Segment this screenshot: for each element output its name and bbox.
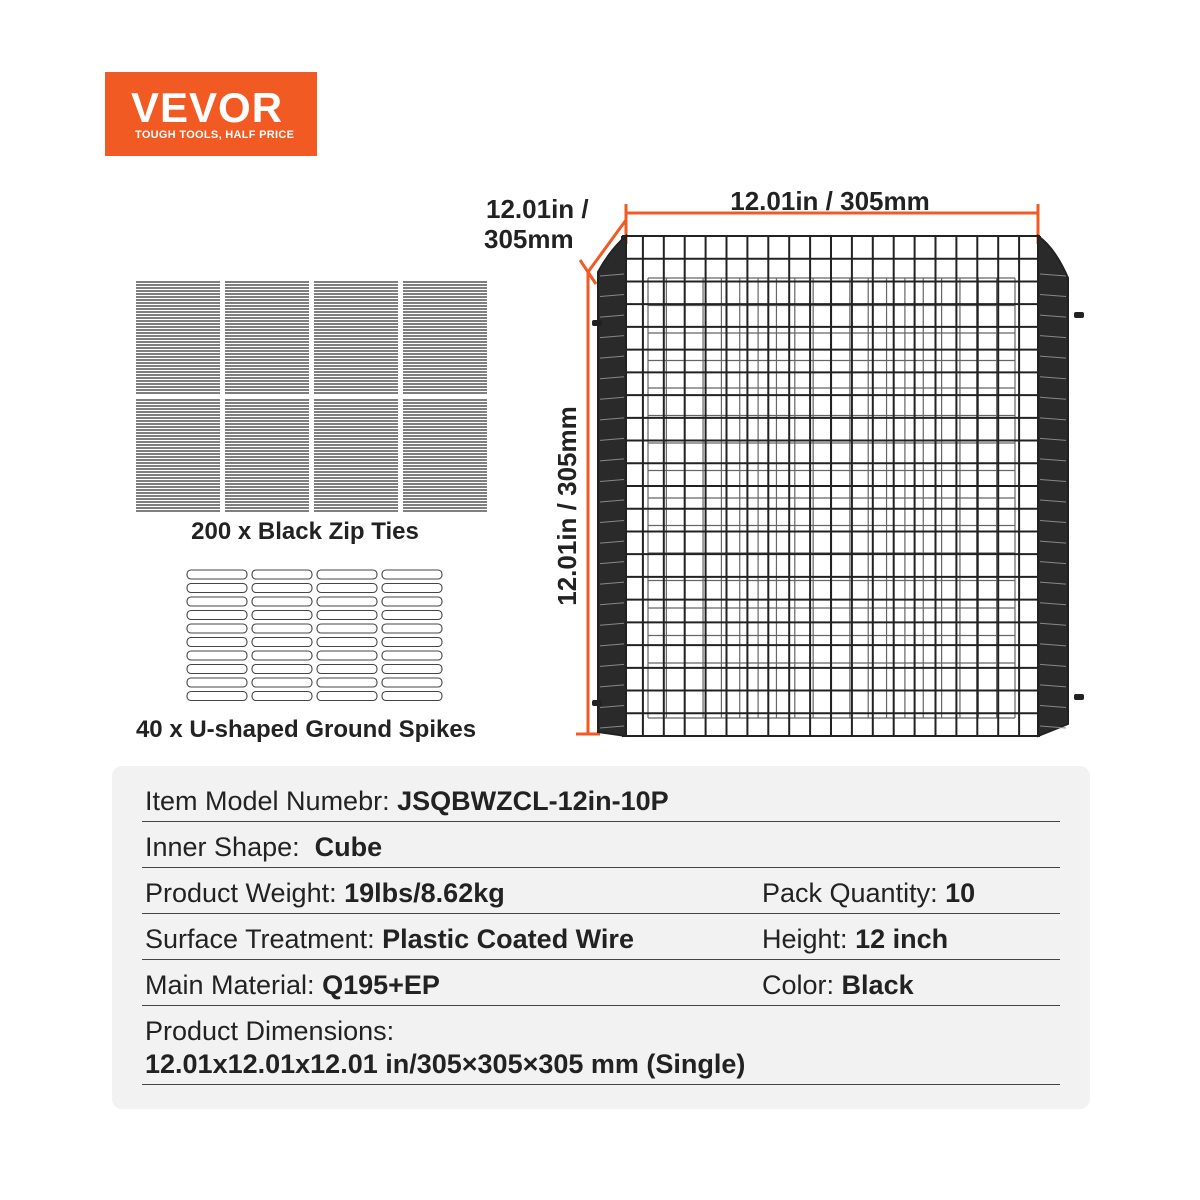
spec-row-material: [142, 970, 1060, 1006]
ground-spike: [252, 638, 312, 647]
pack-value: 10: [945, 878, 976, 908]
ground-spike: [252, 651, 312, 660]
ground-spike: [252, 624, 312, 633]
ground-spike: [187, 651, 247, 660]
spec-row-dimensions: [142, 1016, 1060, 1085]
ground-spike: [382, 611, 442, 620]
spec-row-surface: [142, 924, 1060, 960]
height-label: Height:: [762, 924, 848, 954]
ground-spike: [382, 597, 442, 606]
ground-spike: [187, 638, 247, 647]
ground-spike: [187, 665, 247, 674]
ground-spike: [187, 611, 247, 620]
ground-spike: [382, 665, 442, 674]
model-value: JSQBWZCL-12in-10P: [397, 786, 669, 816]
color-value: Black: [841, 970, 914, 1000]
ground-spikes-label: 40 x U-shaped Ground Spikes: [135, 716, 477, 743]
surface-label: Surface Treatment:: [145, 924, 375, 954]
ground-spike: [317, 638, 377, 647]
ground-spike: [252, 692, 312, 701]
ground-spikes-illustration: [186, 568, 446, 708]
material-label: Main Material:: [145, 970, 315, 1000]
ground-spike: [382, 584, 442, 593]
cage-clip: [592, 320, 602, 326]
logo-wordmark: VEVOR: [131, 84, 284, 131]
ground-spike: [317, 651, 377, 660]
ground-spike: [252, 665, 312, 674]
ground-spike: [187, 597, 247, 606]
zip-tie-bundle: [225, 400, 309, 511]
pack-label: Pack Quantity:: [762, 878, 938, 908]
depth-dimension-label-line2: 305mm: [484, 224, 574, 254]
ground-spike: [317, 692, 377, 701]
ground-spike: [382, 651, 442, 660]
zip-ties-illustration: [136, 280, 488, 512]
zip-tie-bundle: [136, 282, 220, 393]
zip-tie-bundle: [314, 400, 398, 511]
model-label: Item Model Numebr:: [145, 786, 390, 816]
zip-tie-bundle: [136, 400, 220, 511]
ground-spike: [187, 678, 247, 687]
ground-spike: [252, 597, 312, 606]
zip-tie-bundle: [225, 282, 309, 393]
weight-value: 19lbs/8.62kg: [344, 878, 505, 908]
ground-spike: [382, 692, 442, 701]
ground-spike: [317, 624, 377, 633]
dims-value: 12.01x12.01x12.01 in/305×305×305 mm (Single): [145, 1049, 746, 1079]
ground-spike: [187, 584, 247, 593]
ground-spike: [252, 584, 312, 593]
zip-ties-label: 200 x Black Zip Ties: [191, 518, 419, 545]
color-label: Color:: [762, 970, 835, 1000]
ground-spike: [382, 638, 442, 647]
ground-spike: [317, 597, 377, 606]
ground-spike: [317, 570, 377, 579]
cage-clip: [1074, 694, 1084, 700]
spec-panel: [112, 766, 1090, 1109]
cage-right-side-panel: [1038, 236, 1068, 736]
ground-spike: [252, 611, 312, 620]
ground-spike: [187, 624, 247, 633]
wire-cube-cage-illustration: [470, 180, 1090, 760]
logo-tagline: TOUGH TOOLS, HALF PRICE: [135, 129, 295, 141]
ground-spike: [252, 570, 312, 579]
spec-row-weight: [142, 878, 1060, 914]
ground-spike: [187, 692, 247, 701]
cage-clip: [1074, 312, 1084, 318]
ground-spike: [382, 678, 442, 687]
height-value: 12 inch: [855, 924, 949, 954]
ground-spike: [382, 624, 442, 633]
dims-label: Product Dimensions:: [145, 1016, 395, 1046]
spec-row-shape: [142, 832, 1060, 868]
ground-spike: [382, 570, 442, 579]
ground-spike: [252, 678, 312, 687]
weight-label: Product Weight:: [145, 878, 337, 908]
spec-row-model: [142, 786, 1060, 822]
zip-tie-bundle: [314, 282, 398, 393]
ground-spike: [187, 570, 247, 579]
material-value: Q195+EP: [322, 970, 440, 1000]
cage-clip: [592, 700, 602, 706]
width-dimension-label: 12.01in / 305mm: [730, 186, 930, 216]
cage-mesh: [592, 236, 1084, 736]
ground-spike: [317, 611, 377, 620]
depth-dimension-label-line1: 12.01in /: [486, 194, 589, 224]
surface-value: Plastic Coated Wire: [382, 924, 634, 954]
cage-left-side-panel: [598, 236, 626, 736]
ground-spike: [317, 584, 377, 593]
ground-spike: [317, 665, 377, 674]
vevor-logo: [105, 72, 317, 156]
height-dimension-label: 12.01in / 305mm: [552, 406, 582, 606]
shape-label: Inner Shape:: [145, 832, 300, 862]
shape-value: Cube: [314, 832, 383, 862]
ground-spike: [317, 678, 377, 687]
